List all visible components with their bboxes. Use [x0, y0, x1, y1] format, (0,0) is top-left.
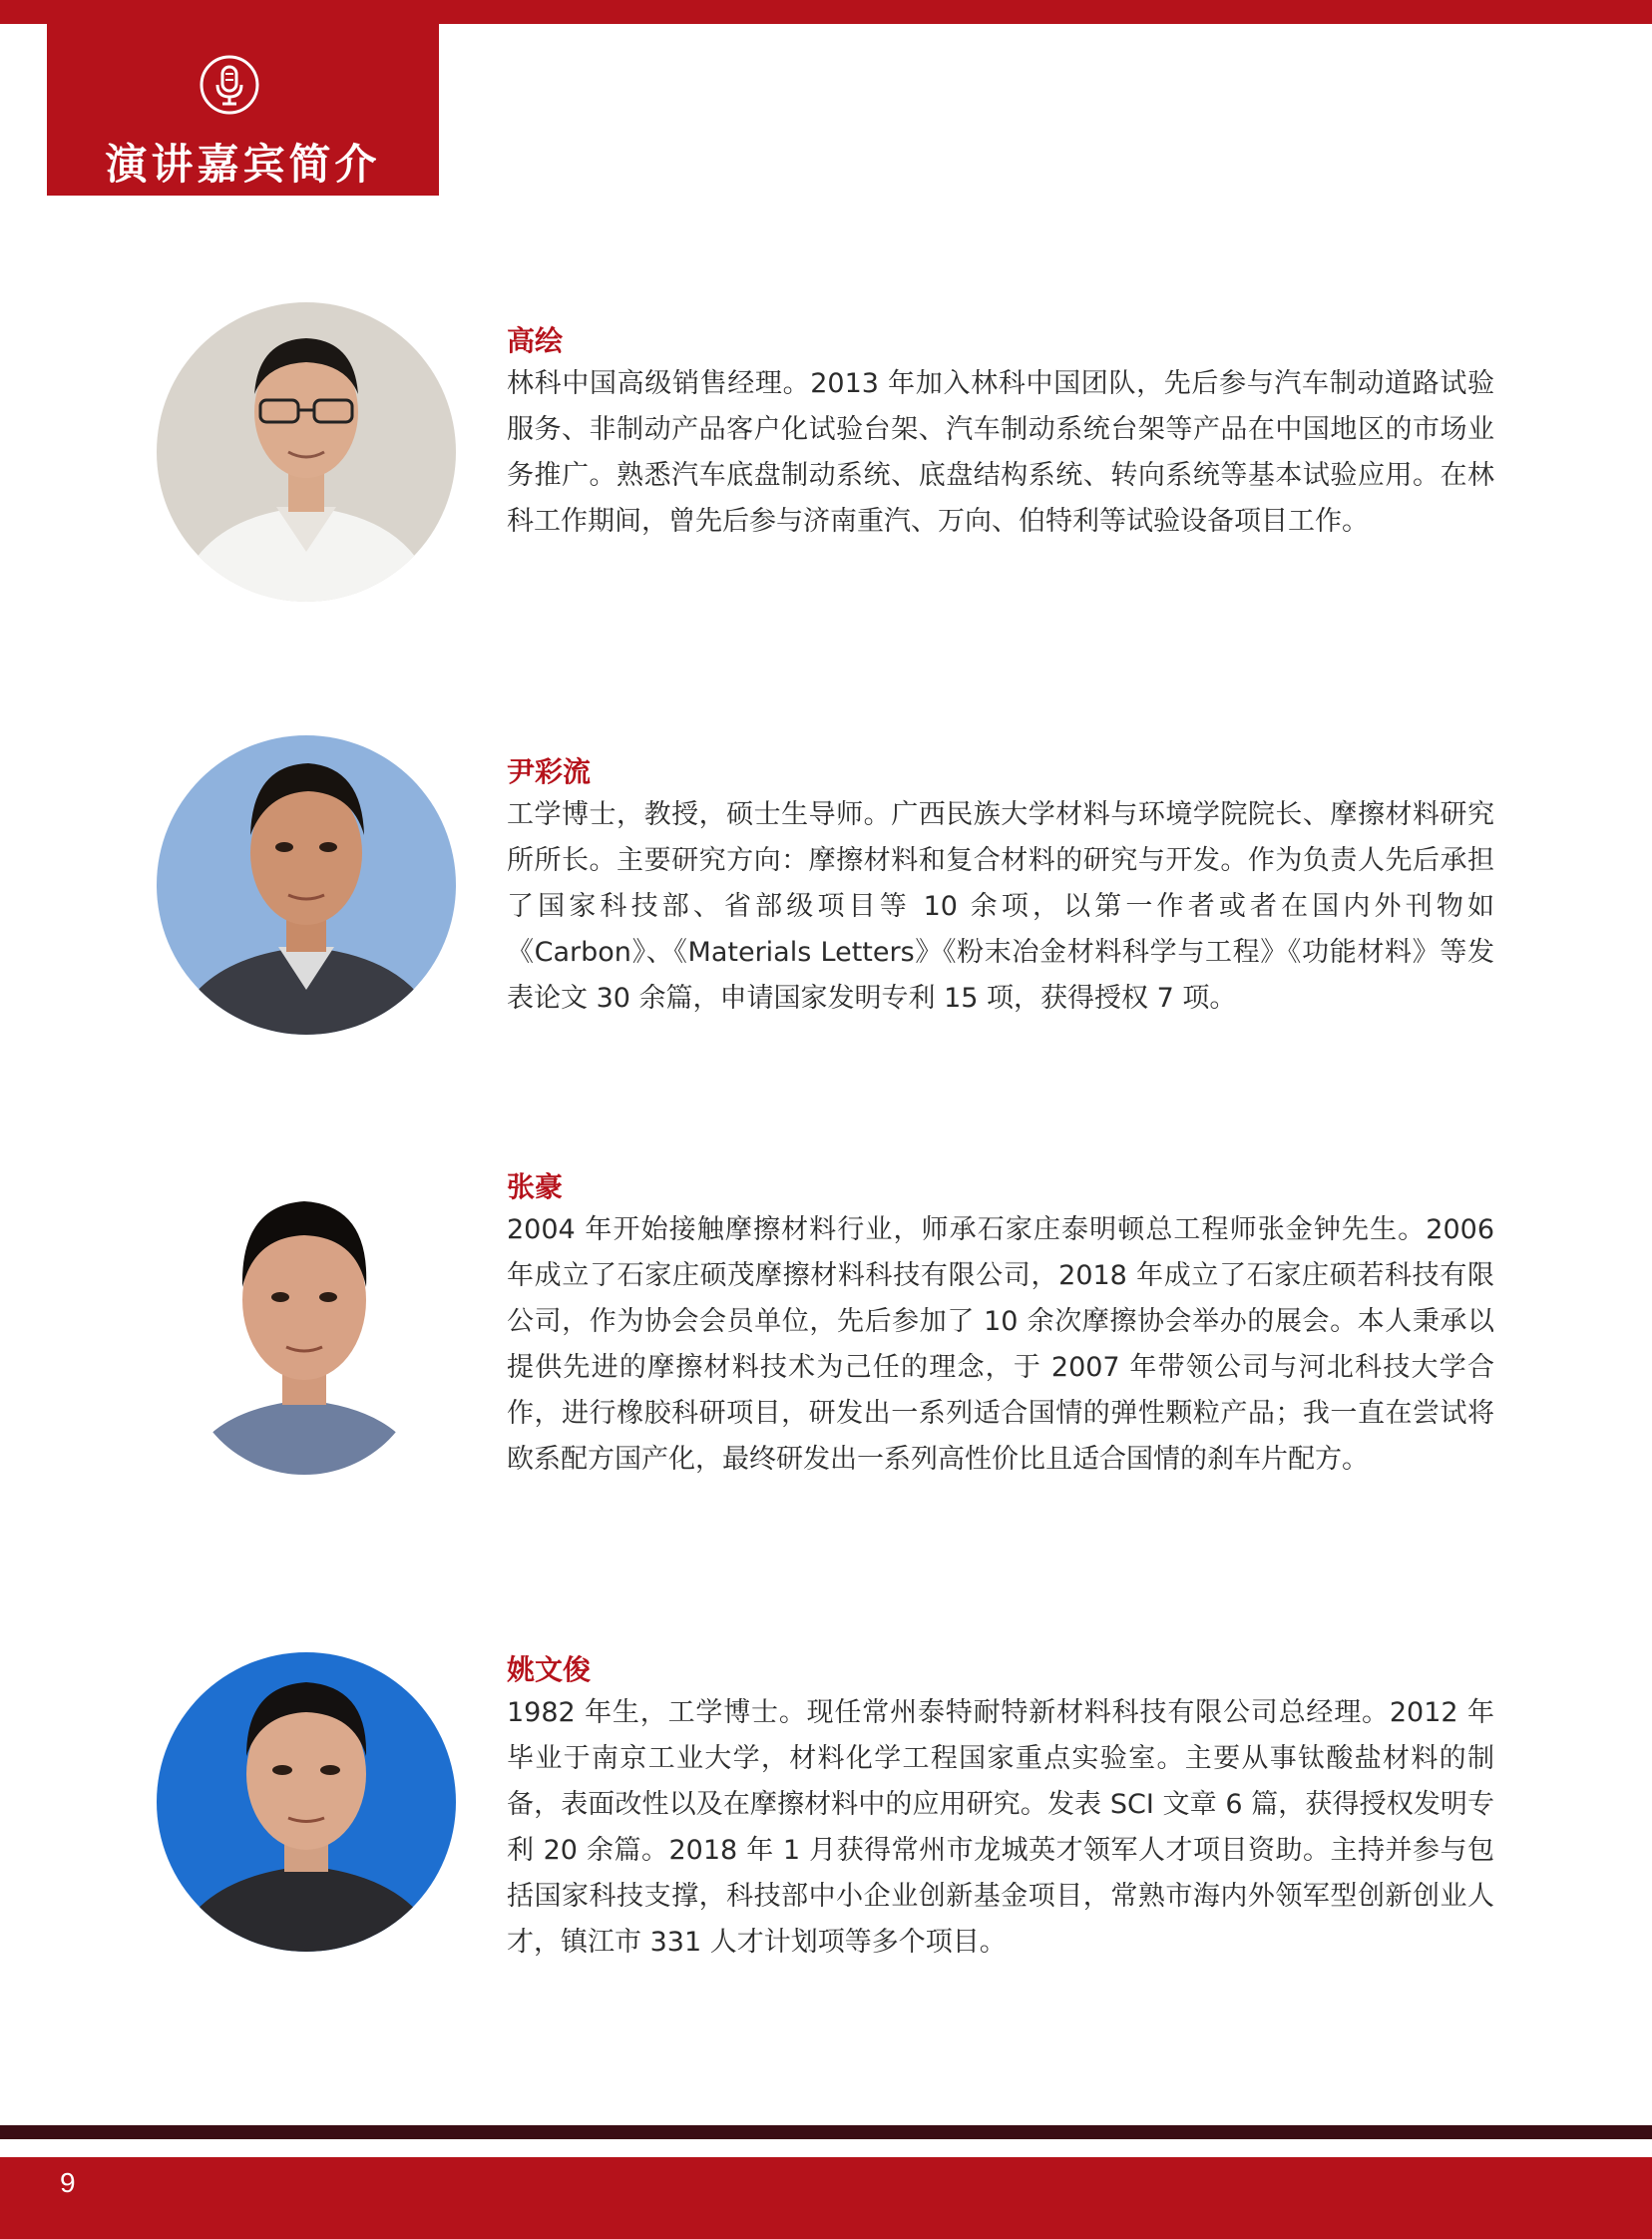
speaker-photo — [157, 1652, 456, 1952]
microphone-icon — [199, 54, 260, 116]
speaker-bio: 工学博士，教授，硕士生导师。广西民族大学材料与环境学院院长、摩擦材料研究所所长。主要研究方向：摩擦材料和复合材料的研究与开发。作为负责人先后承担了国家科技部、省部级项目等 10 余项，以第一作者或者在国内外刊物如《Carbon》、《Materials Letters》《粉末冶金材料科学与工程》《功能材料》等发表论文 30 余篇，申请国家发明专利 15 项，获得授权 7 项。 — [507, 799, 1494, 1014]
top-accent-bar — [0, 0, 1652, 24]
speaker-name: 尹彩流 — [507, 755, 592, 788]
speaker-photo — [157, 735, 456, 1035]
speaker-name: 姚文俊 — [507, 1653, 592, 1686]
speaker-bio: 2004 年开始接触摩擦材料行业，师承石家庄泰明顿总工程师张金钟先生。2006 年成立了石家庄硕茂摩擦材料科技有限公司，2018 年成立了石家庄硕若科技有限公司，作为协会会员单位，先后参加了 10 余次摩擦协会举办的展会。本人秉承以提供先进的摩擦材料技术为己任的理念，于 2007 年带领公司与河北科技大学合作，进行橡胶科研项目，研发出一系列适合国情的弹性颗粒产品；我一直在尝试将欧系配方国产化，最终研发出一系列高性价比且适合国情的刹车片配方。 — [507, 1214, 1494, 1475]
speaker-name: 张豪 — [507, 1170, 564, 1203]
speaker-bio: 林科中国高级销售经理。2013 年加入林科中国团队，先后参与汽车制动道路试验服务、非制动产品客户化试验台架、汽车制动系统台架等产品在中国地区的市场业务推广。熟悉汽车底盘制动系统、底盘结构系统、转向系统等基本试验应用。在林科工作期间，曾先后参与济南重汽、万向、伯特利等试验设备项目工作。 — [507, 368, 1494, 537]
page-title: 演讲嘉宾简介 — [105, 140, 381, 189]
speaker-photo — [185, 1175, 424, 1475]
speaker-bio: 1982 年生，工学博士。现任常州泰特耐特新材料科技有限公司总经理。2012 年毕业于南京工业大学，材料化学工程国家重点实验室。主要从事钛酸盐材料的制备，表面改性以及在摩擦材料中的应用研究。发表 SCI 文章 6 篇，获得授权发明专利 20 余篇。2018 年 1 月获得常州市龙城英才领军人才项目资助。主持并参与包括国家科技支撑，科技部中小企业创新基金项目，常熟市海内外领军型创新创业人才，镇江市 331 人才计划项等多个项目。 — [507, 1697, 1494, 1958]
speaker-photo — [157, 302, 456, 602]
footer-divider — [0, 2125, 1652, 2139]
section-header — [47, 24, 439, 196]
footer-bar — [0, 2157, 1652, 2239]
speaker-name: 高绘 — [507, 324, 564, 357]
page-number: 9 — [60, 2167, 76, 2198]
